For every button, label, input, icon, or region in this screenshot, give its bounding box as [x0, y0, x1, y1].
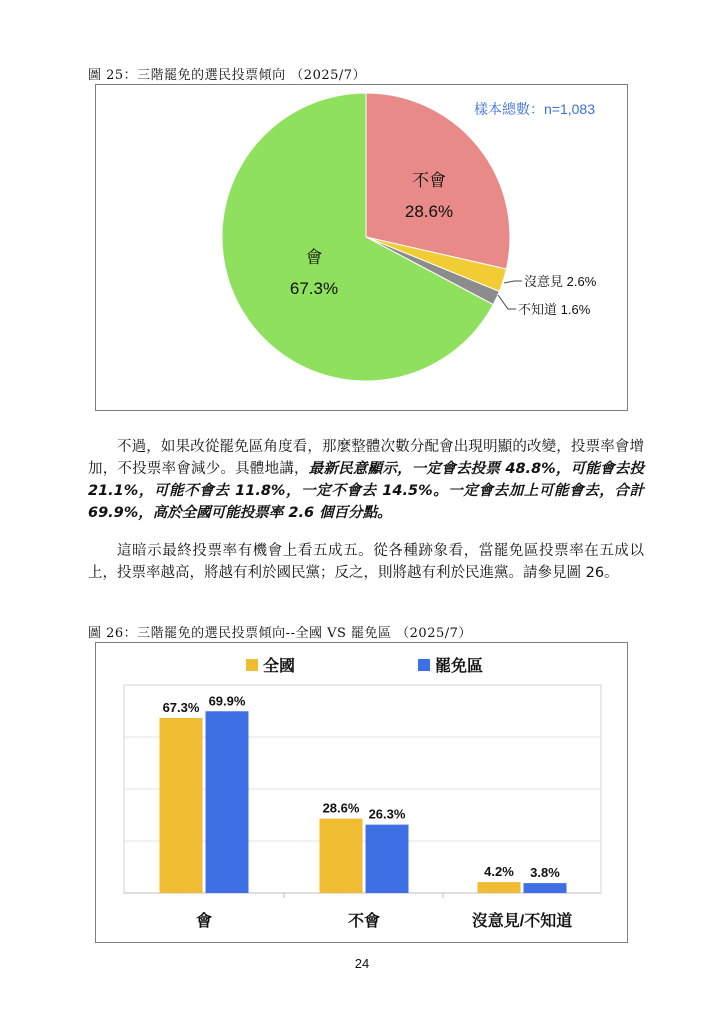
paragraph-1	[88, 436, 644, 524]
category-label-will: 會	[195, 913, 213, 930]
pie-value-wont: 28.6%	[404, 202, 454, 221]
bar-value-label-national-other: 4.2%	[484, 864, 514, 880]
bar-recall-district-other	[524, 883, 567, 893]
pie-label-wont: 不會	[412, 171, 446, 190]
sample-size-note: 樣本總數：n=1,083	[474, 101, 595, 117]
pie-chart	[96, 85, 627, 410]
category-label-other: 沒意見/不知道	[471, 913, 573, 930]
leader-line-dont-know	[498, 295, 516, 309]
bar-national-other	[478, 882, 521, 893]
bar-value-label-recall-district-other: 3.8%	[530, 865, 560, 881]
bar-value-label-national-wont: 28.6%	[322, 800, 360, 816]
legend-label-recall-district: 罷免區	[435, 658, 484, 675]
figure-26-frame	[95, 642, 628, 943]
legend-swatch-national	[246, 659, 258, 671]
bar-recall-district-will	[206, 711, 249, 893]
paragraph-1-plain: 不過，如果改從罷免區角度看，那麼整體次數分配會出現明顯的改變，投票率會增加，不投票率會減少。具體地講，	[88, 439, 644, 477]
paragraph-1-emphasis: 最新民意顯示，一定會去投票 48.8%，可能會去投 21.1%，可能不會去 11.8%，一定不會去 14.5%。一定會去加上可能會去，合計 69.9%，高於全國可能投票率 2.6 個百分點。	[88, 461, 644, 521]
figure-26-caption: 圖 26：三階罷免的選民投票傾向--全國 VS 罷免區 （2025/7）	[88, 626, 472, 641]
category-label-wont: 不會	[347, 913, 381, 930]
pie-label-dont-know: 不知道 1.6%	[518, 302, 591, 317]
bar-chart	[96, 643, 627, 942]
bar-value-label-recall-district-wont: 26.3%	[368, 806, 406, 822]
figure-25-caption: 圖 25：三階罷免的選民投票傾向 （2025/7）	[88, 68, 367, 83]
bar-value-label-recall-district-will: 69.9%	[208, 693, 246, 709]
legend-label-national: 全國	[263, 658, 296, 675]
page-number: 24	[354, 956, 370, 971]
pie-value-will: 67.3%	[289, 279, 339, 298]
bar-national-will	[160, 718, 203, 893]
bar-recall-district-wont	[366, 825, 409, 893]
paragraph-2: 這暗示最終投票率有機會上看五成五。從各種跡象看，當罷免區投票率在五成以上，投票率越高，將越有利於國民黨；反之，則將越有利於民進黨。請參見圖 26。	[88, 543, 644, 581]
pie-label-will: 會	[305, 248, 323, 267]
legend-swatch-recall-district	[418, 659, 430, 671]
leader-line-no-opinion	[504, 281, 522, 283]
bar-national-wont	[320, 819, 363, 893]
bar-value-label-national-will: 67.3%	[162, 700, 200, 716]
pie-label-no-opinion: 沒意見 2.6%	[524, 274, 597, 289]
figure-25-frame	[95, 84, 628, 411]
